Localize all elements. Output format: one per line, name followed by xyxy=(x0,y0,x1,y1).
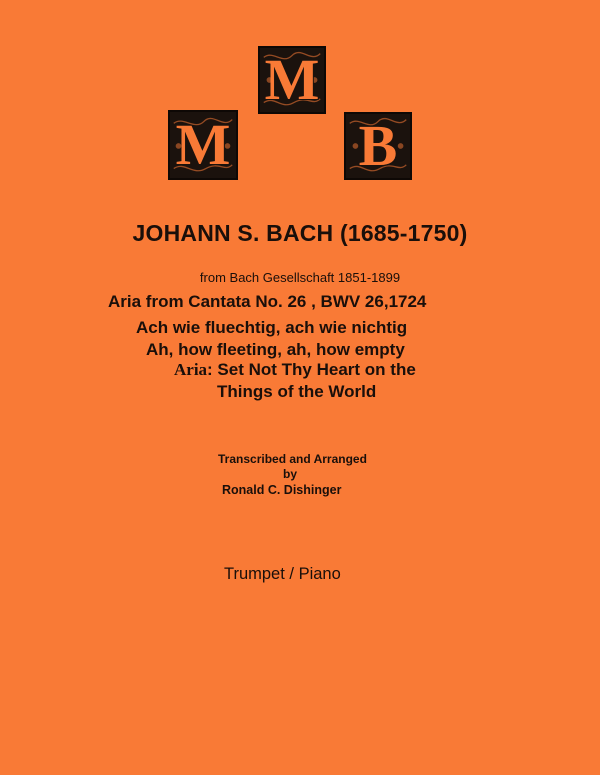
aria-title-part1: : Set Not Thy Heart on the xyxy=(207,360,416,379)
title-aria-cantata: Aria from Cantata No. 26 , BWV 26,1724 xyxy=(108,292,427,311)
aria-prefix: Aria xyxy=(174,360,208,379)
credit-by: by xyxy=(283,467,298,481)
logo-block-m-top xyxy=(258,46,326,114)
logo-letter-b-right: B xyxy=(358,113,398,178)
logo-block-m-left xyxy=(168,110,238,180)
source-note: from Bach Gesellschaft 1851-1899 xyxy=(199,270,401,285)
logo-letter-m-left: M xyxy=(175,112,231,177)
credit-transcribed: Transcribed and Arranged xyxy=(218,452,367,466)
title-aria-english-line2: Things of the World xyxy=(217,382,377,401)
logo-letter-m-top: M xyxy=(264,47,320,112)
title-aria-english-line1 xyxy=(174,360,416,380)
title-english: Ah, how fleeting, ah, how empty xyxy=(146,340,405,359)
credit-arranger: Ronald C. Dishinger xyxy=(222,483,342,497)
instrumentation: Trumpet / Piano xyxy=(224,565,341,583)
logo-block-b-right xyxy=(344,112,412,180)
composer-heading: JOHANN S. BACH (1685-1750) xyxy=(132,220,468,246)
title-german: Ach wie fluechtig, ach wie nichtig xyxy=(136,318,408,337)
